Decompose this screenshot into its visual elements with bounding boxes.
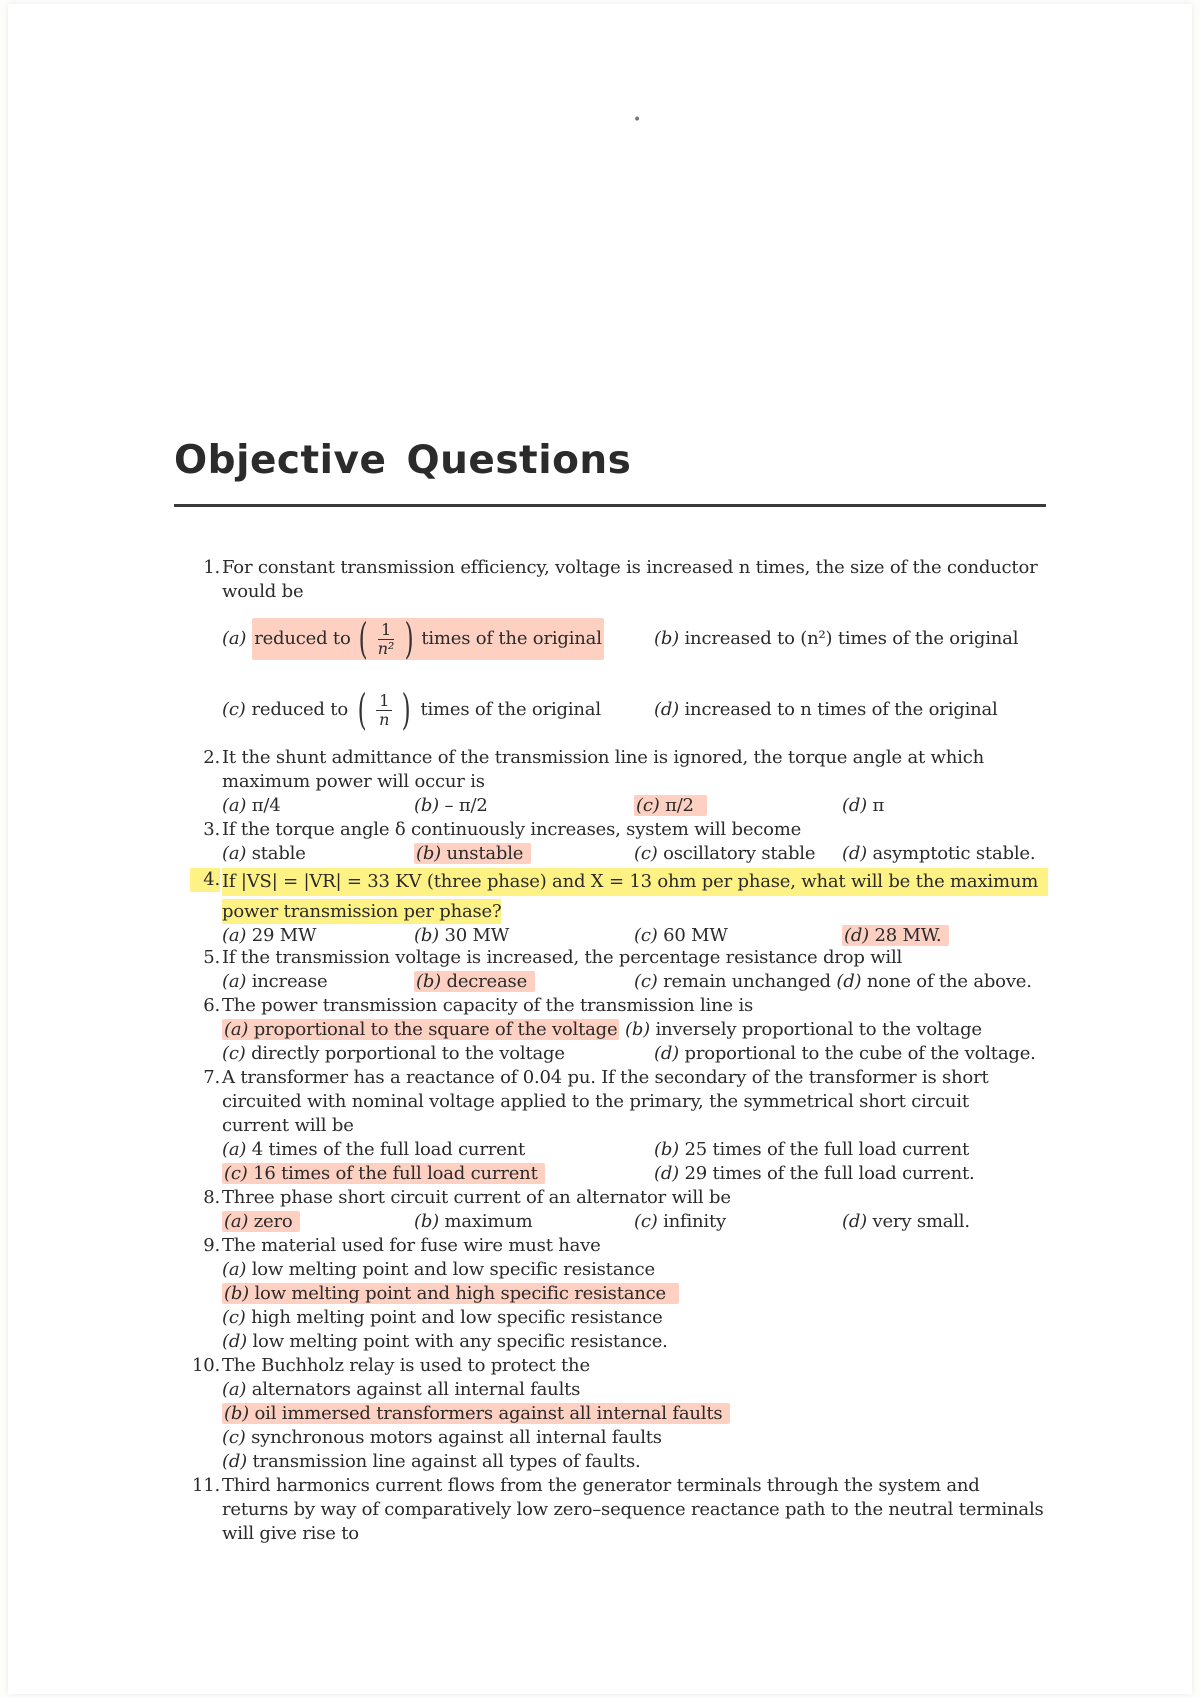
question-number: 9. xyxy=(203,1235,220,1256)
option-b: (b) maximum xyxy=(414,1211,533,1232)
answer-highlight: (c) 16 times of the full load current xyxy=(222,1163,545,1184)
question-stem-line: The Buchholz relay is used to protect the xyxy=(222,1355,590,1376)
option-row xyxy=(222,1162,1048,1186)
question-number: 10. xyxy=(191,1355,220,1376)
question-stem-line: will give rise to xyxy=(222,1523,359,1544)
option-d xyxy=(842,924,1048,948)
question-7 xyxy=(190,1066,1048,1186)
answer-highlight: (a) zero xyxy=(222,1211,300,1232)
option-b-label: (b) xyxy=(625,1019,650,1040)
question-1 xyxy=(190,556,1048,740)
question-number: 8. xyxy=(203,1187,220,1208)
option-d: (d) low melting point with any specific resistance. xyxy=(222,1331,668,1352)
answer-highlight: (b) oil immersed transformers against all internal faults xyxy=(222,1403,730,1424)
question-stem-line: Third harmonics current flows from the generator terminals through the system and xyxy=(222,1475,980,1496)
title-rule xyxy=(174,504,1046,507)
option-a: (a) low melting point and low specific resistance xyxy=(222,1259,655,1280)
option-a: (a) 29 MW xyxy=(222,925,317,946)
option-c xyxy=(634,794,842,818)
option-a: (a) π/4 xyxy=(222,795,281,816)
question-stem-line: It the shunt admittance of the transmission line is ignored, the torque angle at which xyxy=(222,747,984,768)
option-b: (b) 30 MW xyxy=(414,925,510,946)
fraction: $\frac{1}{n}$ xyxy=(376,692,392,729)
option-d: (d) transmission line against all types of faults. xyxy=(222,1451,641,1472)
option-b-text: inversely proportional to the voltage xyxy=(655,1019,982,1040)
option-c: (c) oscillatory stable xyxy=(634,843,816,864)
option-b: (b) – π/2 xyxy=(414,795,488,816)
option-text: times of the original xyxy=(420,699,601,720)
question-2 xyxy=(190,746,1048,818)
option-c: (c) remain unchanged (d) none of the above. xyxy=(634,971,1032,992)
option-b xyxy=(222,1402,1048,1426)
question-stem-line: Three phase short circuit current of an alternator will be xyxy=(222,1187,731,1208)
option-c: (c) reduced to ( $\frac{1}{n}$ ) times of the original xyxy=(222,685,601,734)
question-stem-line: current will be xyxy=(222,1115,354,1136)
option-b xyxy=(414,842,634,866)
option-d: (d) very small. xyxy=(842,1211,970,1232)
option-row xyxy=(222,1138,1048,1162)
option-a: (a) stable xyxy=(222,843,306,864)
option-c: (c) infinity xyxy=(634,1211,726,1232)
option-d-label: (d) xyxy=(836,971,862,992)
answer-highlight: reduced to ( $\frac{1}{\text{n²}}$ ) times of the original xyxy=(254,614,602,663)
question-stem-line: If the torque angle δ continuously increases, system will become xyxy=(222,819,802,840)
option-b: (b) increased to (n²) times of the original xyxy=(654,628,1019,649)
question-11 xyxy=(190,1474,1048,1546)
answer-highlight: (d) 28 MW. xyxy=(842,925,949,946)
option-text: reduced to xyxy=(251,699,348,720)
question-number: 5. xyxy=(203,947,220,968)
option-d: (d) proportional to the cube of the voltage. xyxy=(654,1043,1036,1064)
option-text: times of the original xyxy=(421,628,602,649)
answer-highlight: (b) unstable xyxy=(414,843,531,864)
option-d: (d) asymptotic stable. xyxy=(842,843,1036,864)
option-a xyxy=(222,1210,414,1234)
option-b xyxy=(222,1282,1048,1306)
question-stem-line: A transformer has a reactance of 0.04 pu. If the secondary of the transformer is short xyxy=(222,1067,989,1088)
question-4 xyxy=(190,868,1048,948)
page-title: Objective Questions xyxy=(174,438,632,483)
question-stem-line: For constant transmission efficiency, voltage is increased n times, the size of the conductor xyxy=(222,557,1038,578)
option-c: (c) directly porportional to the voltage xyxy=(222,1043,565,1064)
question-number: 1. xyxy=(203,557,220,578)
question-stem-line: power transmission per phase? xyxy=(222,901,502,922)
question-9 xyxy=(190,1234,1048,1354)
question-stem-line: If the transmission voltage is increased, the percentage resistance drop will xyxy=(222,947,903,968)
option-d: (d) increased to n times of the original xyxy=(654,699,998,720)
option-a: (a) alternators against all internal faults xyxy=(222,1379,581,1400)
question-stem-line: would be xyxy=(222,581,304,602)
option-label: (a) xyxy=(222,628,247,649)
option-row xyxy=(222,1018,1048,1042)
question-stem-line: circuited with nominal voltage applied to the primary, the symmetrical short circuit xyxy=(222,1091,969,1112)
question-number: 3. xyxy=(203,819,220,840)
question-number: 6. xyxy=(203,995,220,1016)
question-number: 2. xyxy=(203,747,220,768)
option-text: reduced to xyxy=(254,628,351,649)
option-c: (c) synchronous motors against all internal faults xyxy=(222,1427,662,1448)
question-stem-line: If |VS| = |VR| = 33 KV (three phase) and X = 13 ohm per phase, what will be the maximum xyxy=(222,868,1048,896)
option-label: (c) xyxy=(222,699,246,720)
question-10 xyxy=(190,1354,1048,1474)
question-stem-line: The power transmission capacity of the transmission line is xyxy=(222,995,754,1016)
option-c: (c) high melting point and low specific resistance xyxy=(222,1307,663,1328)
question-3 xyxy=(190,818,1048,866)
question-stem-line: The material used for fuse wire must have xyxy=(222,1235,601,1256)
option-c: (c) 60 MW xyxy=(634,925,728,946)
question-6 xyxy=(190,994,1048,1066)
question-number: 4. xyxy=(190,868,220,892)
fraction: $\frac{1}{\text{n²}}$ xyxy=(377,619,395,658)
option-b xyxy=(414,970,634,994)
answer-highlight: (b) low melting point and high specific resistance xyxy=(222,1283,679,1304)
answer-highlight: (c) π/2 xyxy=(634,795,707,816)
option-a xyxy=(222,614,654,663)
question-stem-line: returns by way of comparatively low zero–sequence reactance path to the neutral terminals xyxy=(222,1499,1044,1520)
option-row xyxy=(222,1042,1048,1066)
option-d: (d) 29 times of the full load current. xyxy=(654,1163,975,1184)
question-number: 11. xyxy=(191,1475,220,1496)
answer-highlight: (a) proportional to the square of the voltage xyxy=(224,1019,618,1040)
question-stem-line: maximum power will occur is xyxy=(222,771,485,792)
question-5 xyxy=(190,946,1048,994)
question-number: 7. xyxy=(203,1067,220,1088)
option-a: (a) 4 times of the full load current xyxy=(222,1139,526,1160)
option-c xyxy=(222,1162,654,1186)
answer-highlight: (b) decrease xyxy=(414,971,535,992)
option-b: (b) 25 times of the full load current xyxy=(654,1139,970,1160)
question-8 xyxy=(190,1186,1048,1234)
stray-mark: • xyxy=(633,112,642,128)
option-d-text: none of the above. xyxy=(866,971,1032,992)
option-a: (a) increase xyxy=(222,971,328,992)
option-d: (d) π xyxy=(842,795,885,816)
